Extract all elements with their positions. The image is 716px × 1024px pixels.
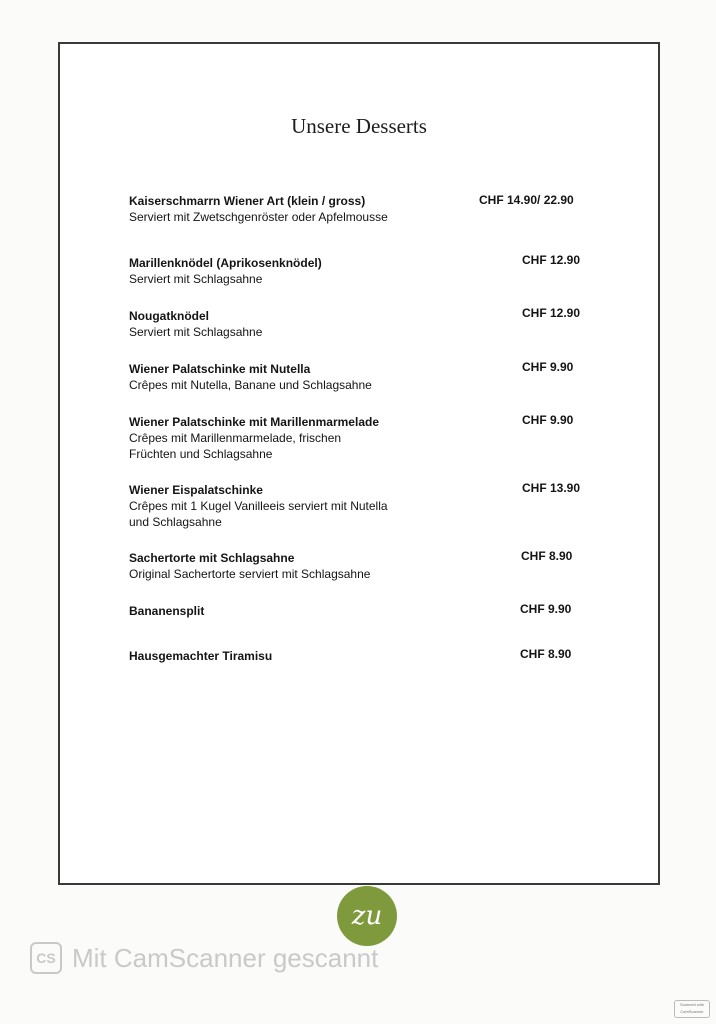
item-name: Kaiserschmarrn Wiener Art (klein / gross) [129,194,366,208]
item-price: CHF 9.90 [522,413,574,427]
item-name: Sachertorte mit Schlagsahne [129,551,295,565]
menu-title: Unsere Desserts [291,114,427,138]
item-price: CHF 14.90/ 22.90 [479,193,574,207]
item-price: CHF 12.90 [522,306,581,320]
scanner-badge [674,1000,710,1018]
item-price: CHF 8.90 [521,549,573,563]
item-name: Wiener Palatschinke mit Marillenmarmelade [129,415,379,429]
item-description: Crêpes mit Nutella, Banane und Schlagsahne [129,378,372,392]
watermark-text: Mit CamScanner gescannt [72,942,379,973]
menu-item [129,648,272,664]
item-description: Serviert mit Schlagsahne [129,325,263,339]
menu-item [129,603,204,619]
item-name: Bananensplit [129,604,205,618]
badge-line1: Scanned with [679,1002,704,1007]
item-price: CHF 9.90 [520,602,572,616]
item-price: CHF 12.90 [522,253,581,267]
camscanner-watermark [30,942,378,974]
badge-line2: CamScanner [680,1009,704,1014]
menu-item [129,550,370,582]
item-description: Serviert mit Schlagsahne [129,272,263,286]
item-name: Marillenknödel (Aprikosenknödel) [129,256,322,270]
menu-item [129,255,322,287]
restaurant-logo [337,886,397,946]
item-description: Original Sachertorte serviert mit Schlagsahne [129,567,371,581]
menu-item [129,308,262,340]
item-description: Serviert mit Zwetschgenröster oder Apfelmousse [129,210,388,224]
item-description-line2: und Schlagsahne [129,515,222,529]
item-name: Wiener Eispalatschinke [129,483,263,497]
camscanner-icon: CS [30,942,62,974]
menu-card [58,42,660,885]
menu-item [129,414,379,462]
menu-item [129,361,372,393]
item-description: Crêpes mit 1 Kugel Vanilleeis serviert mit Nutella [129,499,388,513]
item-price: CHF 9.90 [522,360,574,374]
menu-item [129,193,388,225]
item-name: Hausgemachter Tiramisu [129,649,273,663]
item-price: CHF 13.90 [522,481,581,495]
menu-item [129,482,388,530]
logo-monogram: zu [351,901,383,931]
item-price: CHF 8.90 [520,647,572,661]
item-description-line2: Früchten und Schlagsahne [129,447,273,461]
item-description: Crêpes mit Marillenmarmelade, frischen [129,431,342,445]
item-name: Wiener Palatschinke mit Nutella [129,362,311,376]
item-name: Nougatknödel [129,309,209,323]
